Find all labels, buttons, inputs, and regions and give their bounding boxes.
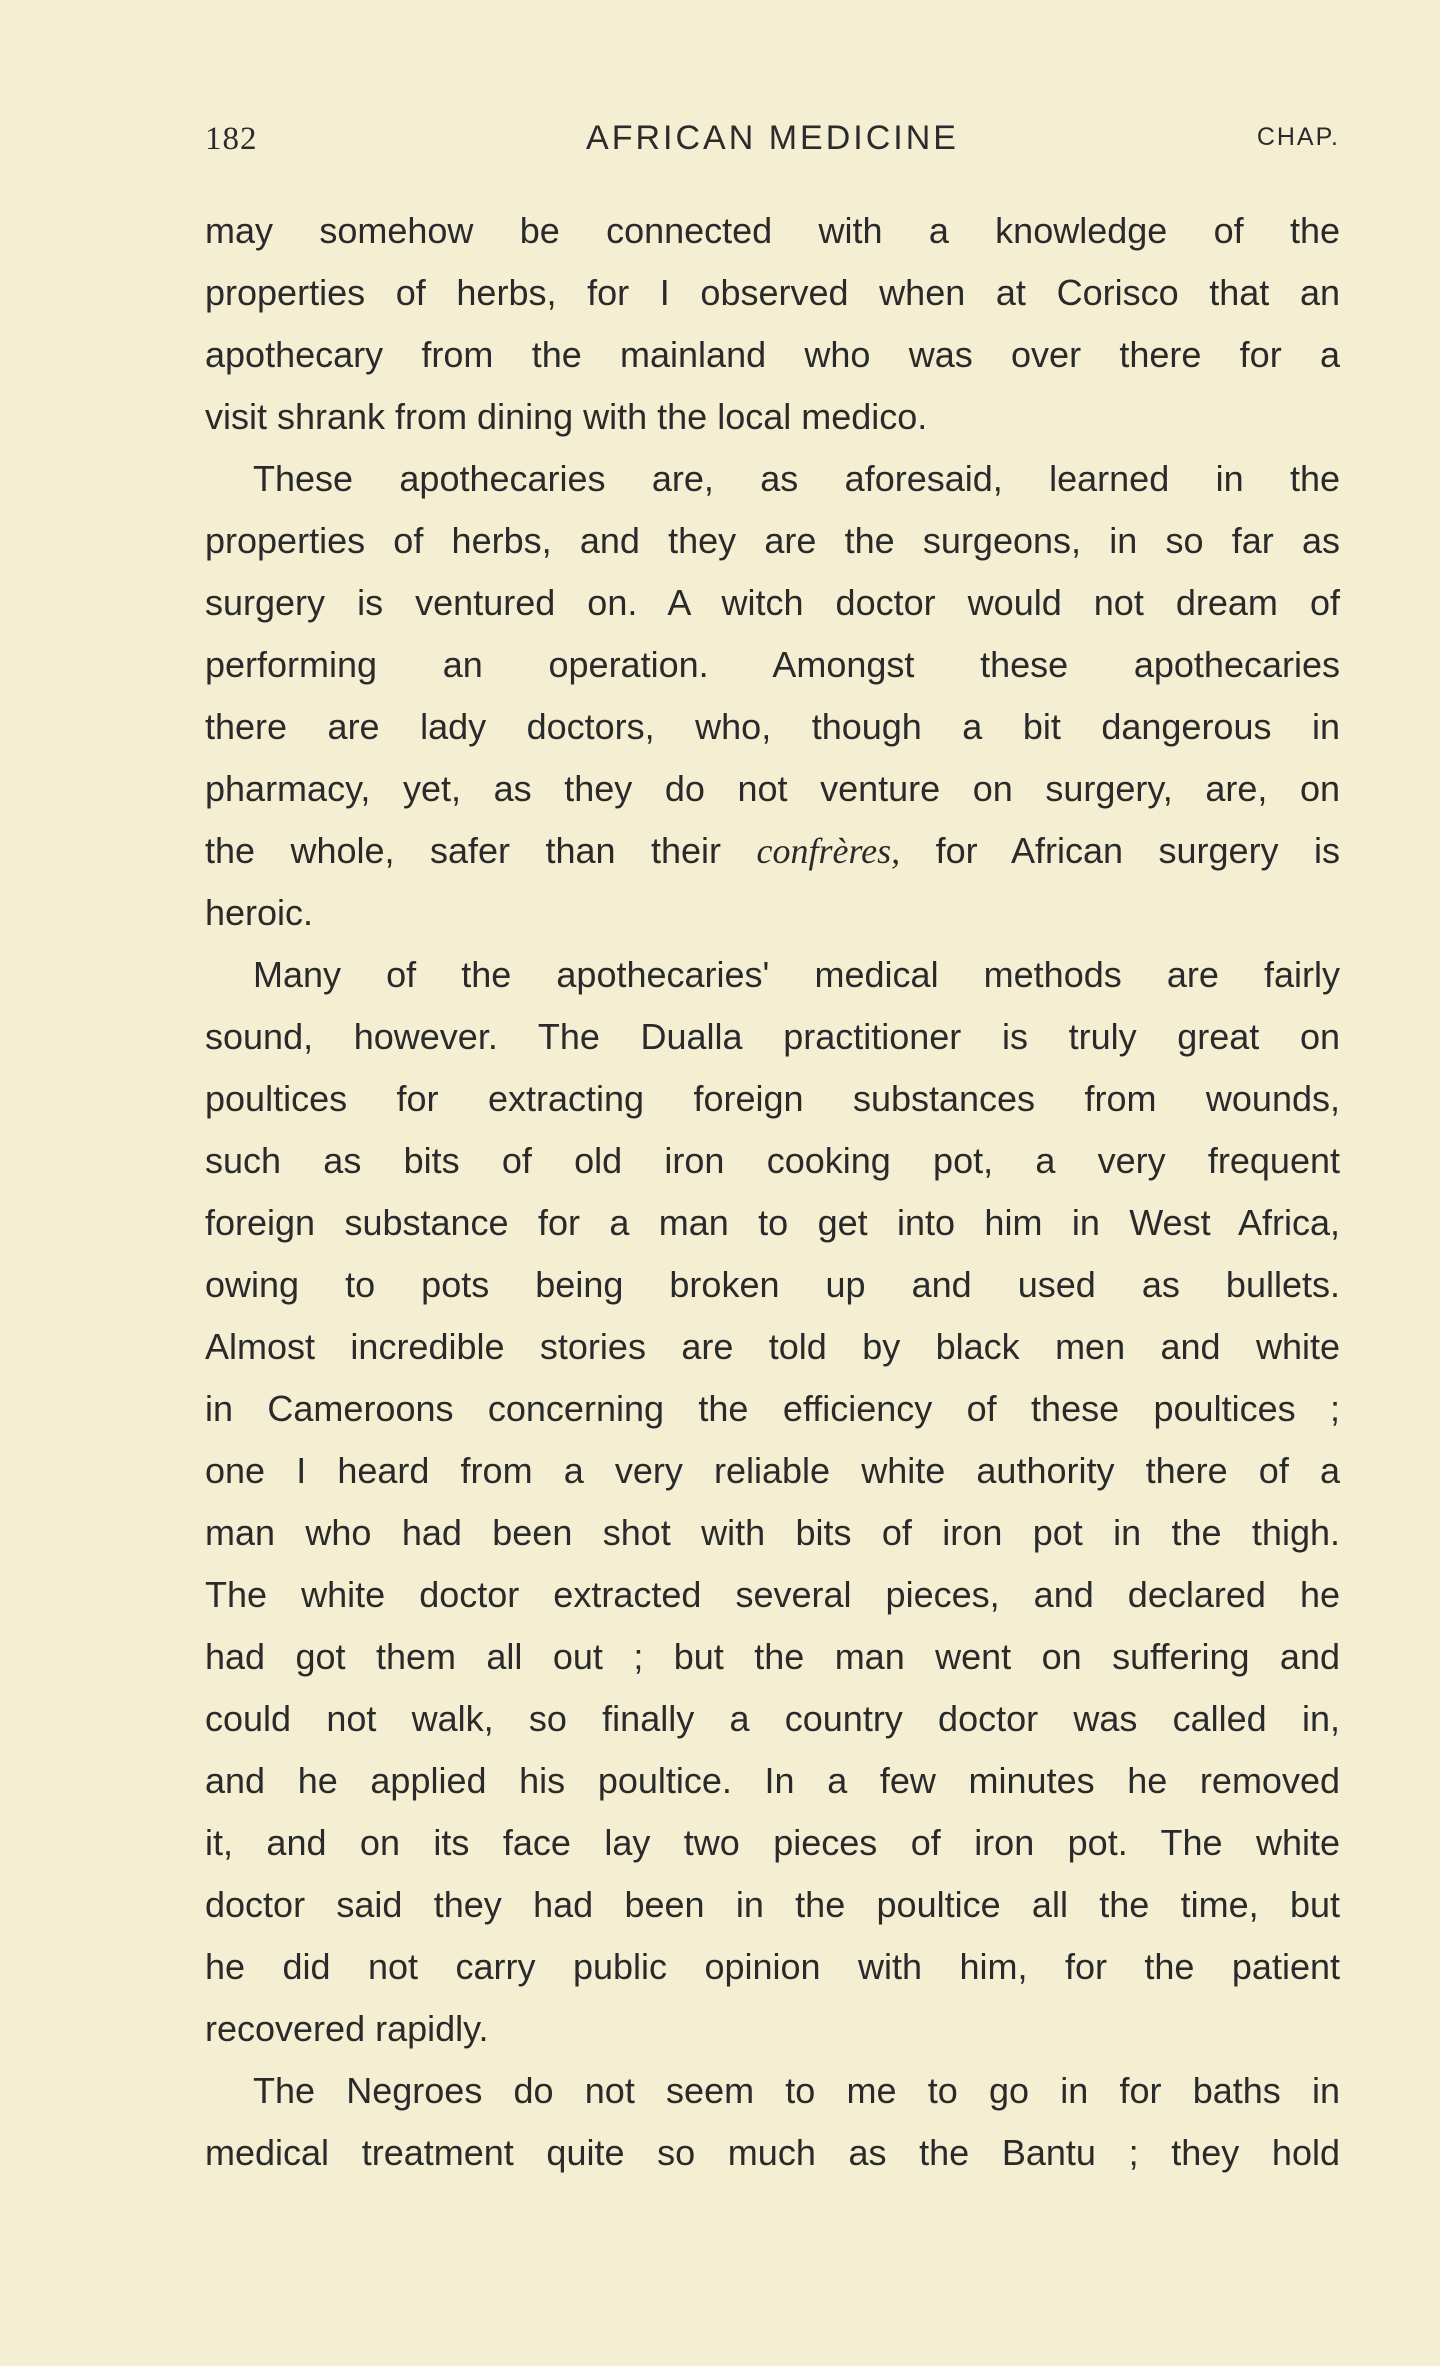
text-line: Many of the apothecaries' medical methods are fairly [253, 954, 1340, 995]
text-line: man who had been shot with bits of iron pot in the thigh. [205, 1512, 1340, 1553]
text-line: pharmacy, yet, as they do not venture on surgery, are, on [205, 768, 1340, 809]
text-line: poultices for extracting foreign substances from wounds, [205, 1078, 1340, 1119]
text-line: in Cameroons concerning the efficiency of these poultices ; [205, 1388, 1340, 1429]
text-line: owing to pots being broken up and used as bullets. [205, 1264, 1340, 1305]
paragraph-3 [205, 944, 1340, 2060]
text-line: recovered rapidly. [205, 2008, 489, 2049]
text-fragment: the whole, safer than their [205, 830, 722, 871]
text-line: performing an operation. Amongst these apothecaries [205, 644, 1340, 685]
text-line: properties of herbs, and they are the surgeons, in so far as [205, 520, 1340, 561]
paragraph-4 [205, 2060, 1340, 2184]
text-line: such as bits of old iron cooking pot, a very frequent [205, 1140, 1340, 1181]
text-line: sound, however. The Dualla practitioner is truly great on [205, 1016, 1340, 1057]
text-line: visit shrank from dining with the local medico. [205, 396, 928, 437]
text-line: medical treatment quite so much as the Bantu ; they hold [205, 2132, 1340, 2173]
text-fragment: for African surgery is [935, 830, 1340, 871]
text-line: apothecary from the mainland who was over there for a [205, 334, 1340, 375]
text-line: surgery is ventured on. A witch doctor would not dream of [205, 582, 1340, 623]
text-line-mixed [205, 820, 1340, 882]
text-line: These apothecaries are, as aforesaid, learned in the [253, 458, 1340, 499]
text-line: heroic. [205, 892, 314, 933]
text-line: Almost incredible stories are told by black men and white [205, 1326, 1340, 1367]
text-line: and he applied his poultice. In a few minutes he removed [205, 1760, 1340, 1801]
running-title: AFRICAN MEDICINE [586, 119, 959, 157]
text-line: one I heard from a very reliable white authority there of a [205, 1450, 1340, 1491]
body-text [205, 200, 1340, 2184]
text-line: The white doctor extracted several pieces, and declared he [205, 1574, 1340, 1615]
text-line: could not walk, so finally a country doctor was called in, [205, 1698, 1340, 1739]
text-line: it, and on its face lay two pieces of iron pot. The white [205, 1822, 1340, 1863]
text-line: may somehow be connected with a knowledge of the [205, 210, 1340, 251]
text-line: foreign substance for a man to get into him in West Africa, [205, 1202, 1340, 1243]
text-line: The Negroes do not seem to me to go in for baths in [253, 2070, 1340, 2111]
paragraph-1 [205, 200, 1340, 448]
text-line: properties of herbs, for I observed when at Corisco that an [205, 272, 1340, 313]
running-head [205, 115, 1340, 165]
text-line: he did not carry public opinion with him, for the patient [205, 1946, 1340, 1987]
text-line: there are lady doctors, who, though a bit dangerous in [205, 706, 1340, 747]
page-number: 182 [205, 121, 258, 157]
chapter-label: CHAP. [1256, 123, 1340, 151]
paragraph-2 [205, 448, 1340, 944]
text-line: doctor said they had been in the poultice all the time, but [205, 1884, 1340, 1925]
text-line: had got them all out ; but the man went on suffering and [205, 1636, 1340, 1677]
italic-word: confrères, [756, 831, 901, 871]
